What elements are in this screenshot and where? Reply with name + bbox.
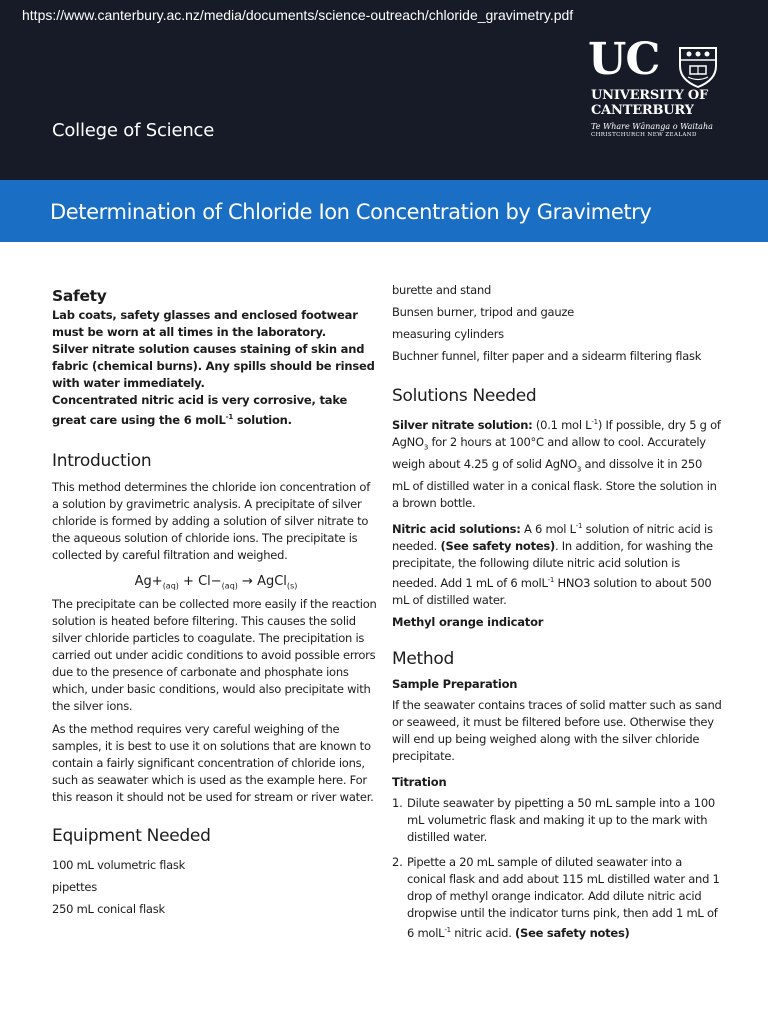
sample-prep-heading: Sample Preparation <box>392 677 518 692</box>
equipment-item: pipettes <box>52 880 97 895</box>
arrow-icon: → <box>237 573 258 589</box>
source-url[interactable]: https://www.canterbury.ac.nz/media/documents/science-outreach/chloride_gravimetry.pdf <box>22 7 574 23</box>
university-logo <box>588 34 720 142</box>
method-heading: Method <box>392 649 454 670</box>
left-column <box>52 283 380 920</box>
header-banner <box>0 0 768 180</box>
logo-uc-text: UC <box>588 34 660 85</box>
intro-para-3: As the method requires very careful weighing of the samples, it is best to use it on solutions that are known to contain a fairly significant concentration of chloride ions, such as seawater which is used as the example here. For this reason it should not be used for stream or river water. <box>52 722 374 805</box>
logo-university-name: UNIVERSITY OF CANTERBURY <box>591 88 709 118</box>
reaction-equation: $Ag+_{(aq)} + Cl-_{(aq)}$ → AgCl$_{(s)}$ <box>134 573 298 591</box>
document-title: Determination of Chloride Ion Concentration by Gravimetry <box>50 200 652 224</box>
safety-heading: Safety <box>52 287 107 305</box>
university-crest-icon <box>678 44 718 88</box>
equipment-item: Bunsen burner, tripod and gauze <box>392 305 575 319</box>
indicator-label: Methyl orange indicator <box>392 615 544 630</box>
right-column <box>392 283 722 950</box>
list-item: 2. Pipette a 20 mL sample of diluted seawater into a conical flask and add about 115 mL distilled water and 1 drop of methyl orange indicator. Add dilute nitric acid dropwise until the indicator turns pink, then add 1 mL of 6 molL$^{-1}$ nitric acid. (See safety notes) <box>392 855 720 940</box>
equipment-item: Buchner funnel, filter paper and a sidearm filtering flask <box>392 349 702 363</box>
logo-location: CHRISTCHURCH NEW ZEALAND <box>591 132 697 138</box>
logo-maori-name: Te Whare Wānanga o Waitaha <box>591 122 713 131</box>
silver-nitrate-para: Silver nitrate solution: (0.1 mol $L^{-1}$) If possible, dry 5 g of AgNO$_3$ for 2 hours at 100°C and allow to cool. Accurately weigh about 4.25 g of solid AgNO$_3$ and dissolve it in 250 mL of distilled water in a conical flask. Store the solution in a brown bottle. <box>392 417 721 511</box>
solutions-heading: Solutions Needed <box>392 386 537 406</box>
safety-para-3: Concentrated nitric acid is very corrosive, take great care using the 6 molL$^{-1}$ solution. <box>52 393 348 427</box>
intro-para-2: The precipitate can be collected more easily if the reaction solution is heated before filtering. This causes the solid silver chloride particles to coagulate. The precipitation is carried out under acidic conditions to avoid possible errors due to the presence of carbonate and phosphate ions which, under basic conditions, would also precipitate with the silver ions. <box>52 597 377 714</box>
equipment-item: 250 mL conical flask <box>52 902 165 917</box>
titration-steps <box>392 795 722 942</box>
intro-para-1: This method determines the chloride ion concentration of a solution by gravimetric analysis. A precipitate of silver chloride is formed by adding a solution of silver nitrate to the aqueous solution of chloride ions. The precipitate is collected by careful filtration and weighed. <box>52 479 371 562</box>
titration-heading: Titration <box>392 775 447 790</box>
equipment-item: 100 mL volumetric flask <box>52 858 186 873</box>
equipment-heading: Equipment Needed <box>52 826 211 847</box>
list-item: 1. Dilute seawater by pipetting a 50 mL sample into a 100 mL volumetric flask and making it up to the mark with distilled water. <box>392 796 715 845</box>
equipment-item: burette and stand <box>392 283 492 297</box>
nitric-acid-para: Nitric acid solutions: A 6 mol $L^{-1}$ solution of nitric acid is needed. (See safety notes). In addition, for washing the precipitate, the following dilute nitric acid solution is needed. Add 1 mL of 6 molL$^{-1}$ HNO3 solution to about 500 mL of distilled water. <box>392 522 713 608</box>
sample-prep-para: If the seawater contains traces of solid matter such as sand or seaweed, it must be filtered before use. Otherwise they will end up being weighed along with the silver chloride precipitate. <box>392 698 722 764</box>
title-bar <box>0 180 768 242</box>
college-name: College of Science <box>52 120 215 141</box>
safety-para-2: Silver nitrate solution causes staining of skin and fabric (chemical burns). Any spills should be rinsed with water immediately. <box>52 342 375 390</box>
safety-para-1: Lab coats, safety glasses and enclosed footwear must be worn at all times in the laboratory. <box>52 308 358 339</box>
equipment-item: measuring cylinders <box>392 327 504 341</box>
introduction-heading: Introduction <box>52 450 152 471</box>
